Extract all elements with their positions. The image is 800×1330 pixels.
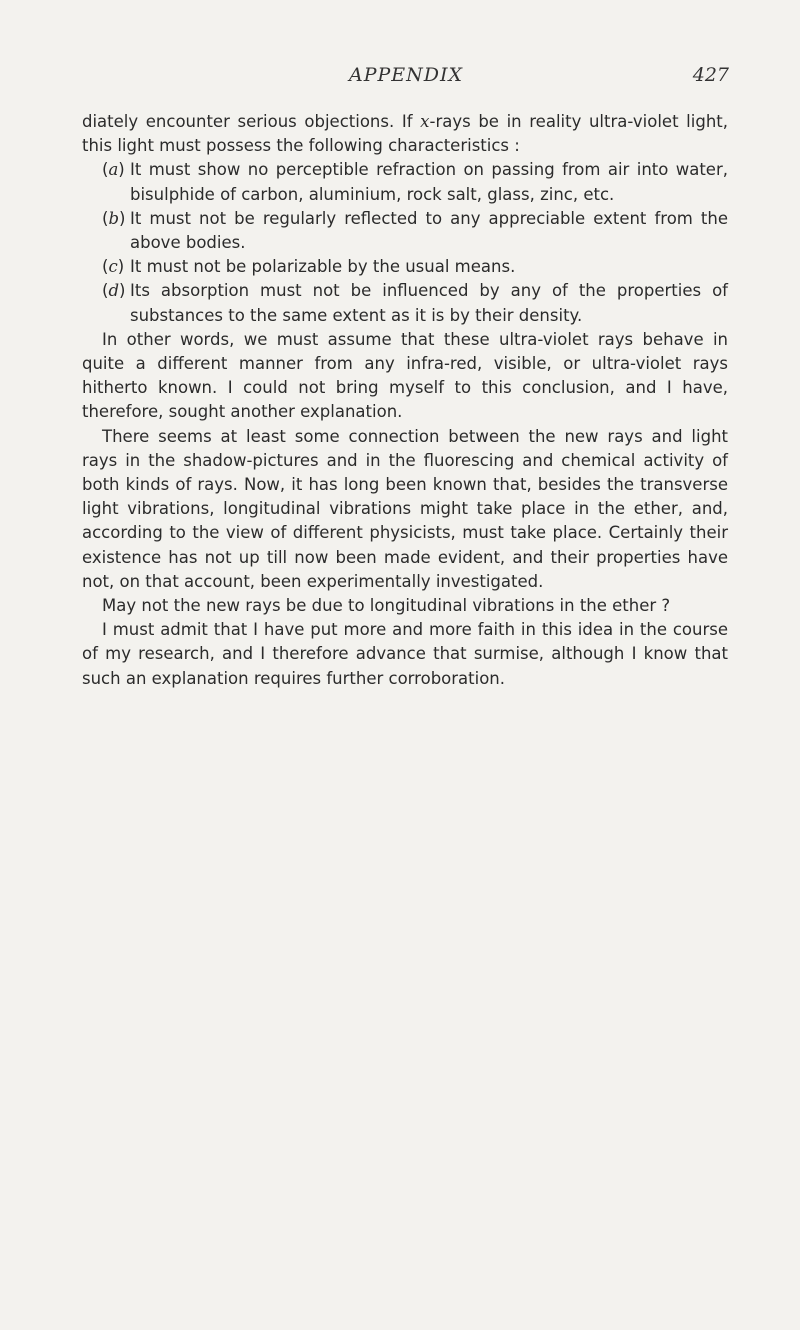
list-item-d: [82, 279, 728, 327]
list-item-text: It must not be polarizable by the usual means.: [130, 257, 516, 277]
paragraph-conclusion: I must admit that I have put more and more faith in this idea in the course of my research, and I therefore advance that surmise, although I know that such an explanation requires further corroboration.: [82, 620, 728, 688]
list-label: (c): [102, 257, 125, 277]
x-symbol: x: [420, 112, 430, 131]
paragraph-connection: There seems at least some connection between the new rays and light rays in the shadow-pictures and in the fluorescing and chemical activity of both kinds of rays. Now, it has long been known that, besides the transverse light vibrations, longitudinal vibrations might take place in the ether, and, according to the view of different physicists, must take place. Certainly their existence has not up till now been made evident, and their properties have not, on that account, been experimentally investigated.: [82, 426, 728, 591]
intro-paragraph: [82, 110, 728, 158]
paragraph-other-words: In other words, we must assume that these ultra-violet rays behave in quite a different manner from any infra-red, visible, or ultra-violet rays hitherto known. I could not bring myself to this conclusion, and I have, therefore, sought another explanation.: [82, 329, 728, 422]
list-label: (d): [102, 281, 126, 301]
intro-text-start: diately encounter serious objections. If: [82, 112, 421, 131]
intro-text-end: -rays be in reality ultra-violet light, this light must possess the following characteristics :: [82, 112, 728, 156]
page-number: 427: [692, 64, 729, 86]
list-item-b: [82, 207, 728, 255]
list-label: (b): [102, 208, 126, 228]
list-item-text: It must show no perceptible refraction on passing from air into water, bisulphide of carbon, aluminium, rock salt, glass, zinc, etc.: [130, 160, 728, 204]
list-item-c: [82, 255, 728, 279]
list-label: (a): [102, 160, 125, 180]
body-text: [82, 110, 728, 691]
paragraph-question: May not the new rays be due to longitudinal vibrations in the ether ?: [102, 596, 671, 616]
list-item-text: It must not be regularly reflected to any appreciable extent from the above bodies.: [130, 208, 728, 253]
running-title: APPENDIX: [348, 64, 464, 86]
running-head: [86, 64, 729, 94]
list-item-text: Its absorption must not be influenced by any of the properties of substances to the same extent as it is by their density.: [130, 281, 728, 325]
list-item-a: [82, 158, 728, 206]
